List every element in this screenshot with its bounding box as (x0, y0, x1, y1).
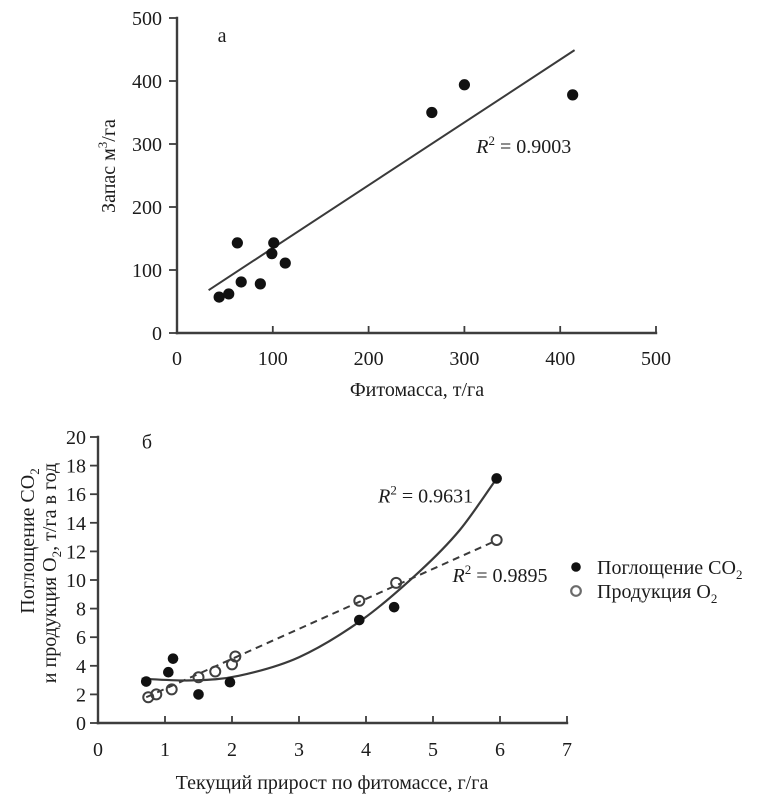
x-tick-label: 5 (428, 739, 438, 761)
legend-marker-open (571, 586, 581, 596)
y-axis-title (17, 463, 64, 683)
r-squared-label: $R^2 = 0.9003$ (476, 132, 572, 158)
y-tick-label: 400 (132, 71, 162, 93)
y-tick-label: 14 (66, 512, 86, 535)
legend (571, 557, 742, 606)
x-axis-title: Фитомасса, т/га (349, 379, 485, 401)
y-tick-label: 4 (76, 655, 86, 678)
y-tick-label: 6 (76, 627, 86, 650)
y-tick-label: 16 (66, 484, 86, 507)
x-tick-label: 200 (353, 348, 384, 370)
y-axis-title-line: Поглощение $CO_2$ (17, 468, 42, 614)
data-point-open (492, 535, 502, 545)
y-tick-label: 20 (66, 427, 86, 449)
trendline-stock-vs-phytomass (209, 50, 575, 290)
data-point-filled (236, 276, 247, 287)
x-tick-label: 3 (294, 739, 304, 761)
x-tick-label: 0 (93, 739, 103, 761)
data-point-filled (491, 473, 502, 484)
y-tick-label: 100 (132, 260, 162, 282)
y-axis-title (95, 119, 120, 213)
data-point-filled (163, 667, 174, 678)
data-point-filled (141, 676, 152, 687)
data-point-open (210, 667, 220, 677)
y-tick-label: 500 (132, 8, 162, 30)
panel-label-b: б (141, 431, 153, 454)
x-tick-label: 400 (545, 348, 576, 370)
trendline-o2-production (146, 541, 496, 698)
data-point-filled (567, 89, 578, 100)
data-point-open (354, 596, 364, 606)
legend-label: Поглощение $CO_2$ (597, 557, 743, 582)
x-tick-label: 500 (641, 348, 671, 370)
y-tick-label: 0 (76, 713, 86, 735)
data-point-filled (280, 257, 291, 268)
y-tick-label: 12 (66, 541, 86, 564)
y-tick-label: 0 (152, 323, 162, 345)
data-point-filled (223, 288, 234, 299)
y-tick-label: 300 (132, 134, 162, 156)
x-axis-title: Текущий прирост по фитомассе, г/га (175, 772, 489, 794)
data-point-filled (232, 237, 243, 248)
data-point-filled (255, 278, 266, 289)
r-squared-label: $R^2 = 0.9895$ (452, 561, 548, 587)
x-tick-label: 2 (227, 739, 237, 761)
data-point-filled (266, 248, 277, 259)
chart-panel-a (95, 8, 671, 401)
legend-marker-filled (571, 562, 581, 572)
y-tick-label: 8 (76, 598, 86, 621)
x-tick-label: 6 (495, 739, 505, 761)
x-tick-label: 0 (172, 348, 182, 370)
legend-label: Продукция $O_2$ (597, 581, 718, 606)
data-point-filled (354, 615, 365, 626)
series-stock-vs-phytomass (214, 79, 579, 303)
chart-panel-b (17, 427, 742, 794)
y-tick-label: 18 (66, 455, 86, 478)
y-tick-label: 2 (76, 684, 86, 707)
y-axis-title-line: Запас $м^3/га$ (95, 119, 120, 213)
x-tick-label: 7 (562, 739, 572, 761)
data-point-filled (214, 291, 225, 302)
trendline-co2-absorption (142, 479, 497, 681)
x-tick-label: 1 (160, 739, 170, 761)
x-tick-label: 300 (449, 348, 480, 370)
data-point-filled (389, 602, 400, 613)
y-axis-title-line: и продукция $O_2$, т/га в год (39, 462, 64, 684)
data-point-filled (268, 237, 279, 248)
panel-label-a: а (217, 24, 227, 47)
y-tick-label: 200 (132, 197, 162, 219)
x-tick-label: 4 (361, 739, 371, 761)
data-point-filled (193, 689, 204, 700)
data-point-filled (225, 677, 236, 688)
data-point-filled (168, 653, 179, 664)
y-tick-label: 10 (66, 570, 86, 592)
data-point-filled (459, 79, 470, 90)
r-squared-label: $R^2 = 0.9631$ (378, 482, 474, 508)
x-tick-label: 100 (257, 348, 288, 370)
data-point-filled (426, 107, 437, 118)
